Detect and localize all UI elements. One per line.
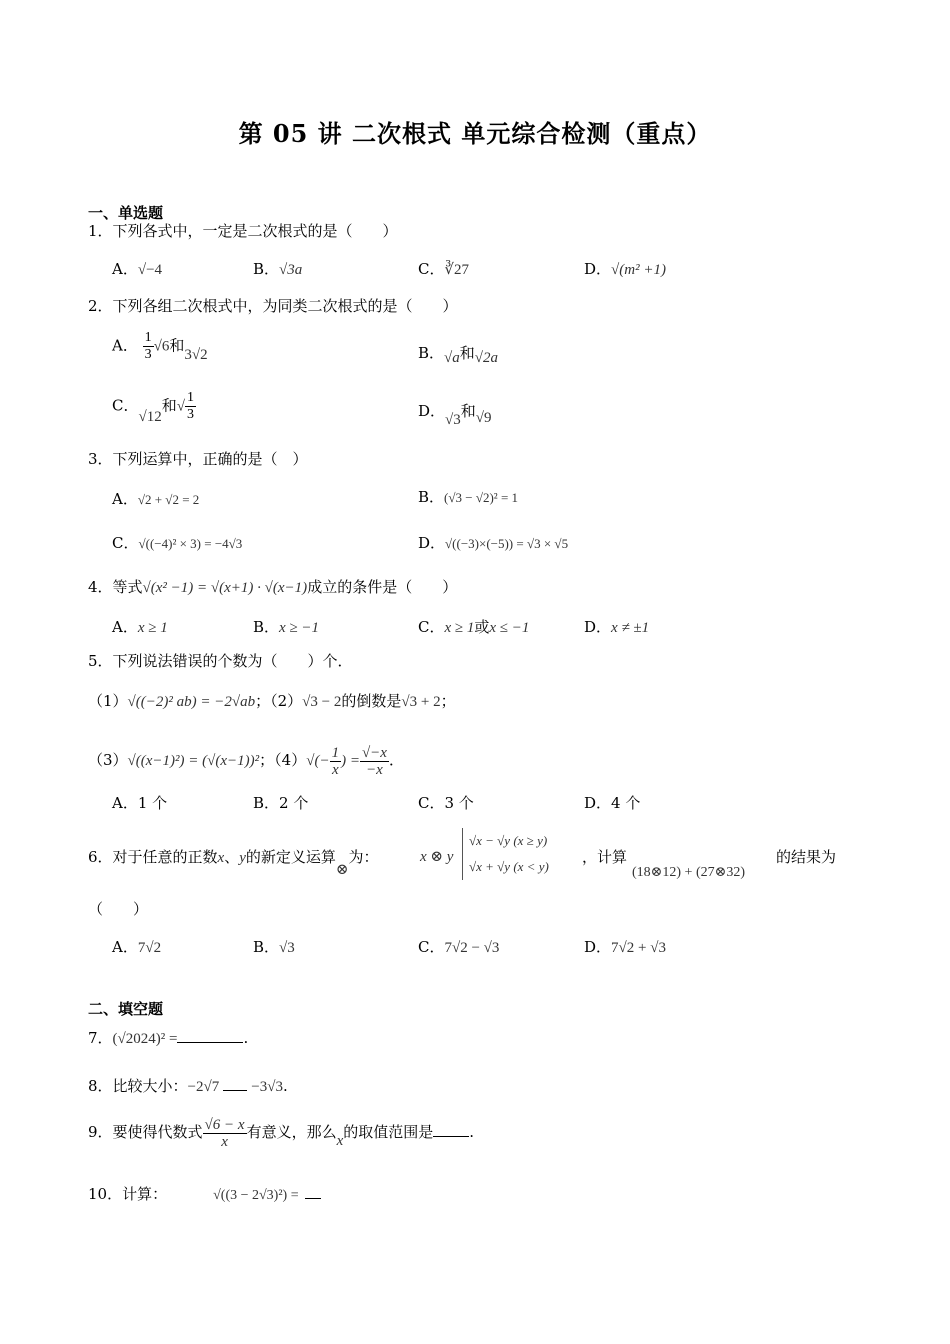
and-text: 和 — [161, 396, 177, 415]
option-label: A． — [112, 938, 138, 956]
option-math: √a — [444, 350, 460, 366]
option-math: x ≥ 1 — [444, 620, 475, 636]
answer-blank[interactable] — [223, 1074, 247, 1091]
q6-expression: (18⊗12) + (27⊗32) — [632, 865, 746, 880]
option-text: 3 个 — [444, 794, 474, 812]
option-label: D． — [584, 938, 612, 956]
sqrt-sign: √ — [176, 398, 185, 415]
q6-cases — [462, 828, 549, 880]
option-label: C． — [418, 618, 445, 636]
statement-2-math: √3 + 2 — [401, 694, 441, 710]
option-math: x ≥ −1 — [279, 620, 320, 636]
option-math: x ≥ 1 — [137, 620, 168, 636]
option-math: √−4 — [137, 262, 163, 278]
or-text: 或 — [474, 618, 490, 636]
q5-statements-3-4: （3）√((x−1)²) = (√(x−1))²；（4）√(− $\frac{1}{x}$ ) = $\frac{√-x}{-x}$ ． — [88, 744, 404, 778]
option-math: √(m² +1) — [611, 262, 666, 278]
option-label: C． — [418, 794, 445, 812]
q4-option-b[interactable] — [253, 616, 319, 639]
question-7: 7．(√2024)² = . — [88, 1026, 248, 1050]
option-label: C． — [418, 938, 445, 956]
question-4-stem — [88, 576, 457, 599]
q6-stem-continued: ，计算 — [582, 848, 628, 866]
q1-option-b[interactable] — [253, 258, 302, 281]
option-label: B． — [253, 260, 280, 278]
q3-option-d[interactable] — [418, 532, 568, 555]
q3-option-a[interactable] — [112, 488, 199, 511]
option-label: A． — [112, 260, 138, 278]
option-math: √3 — [445, 412, 461, 428]
question-2-stem: 2．下列各组二次根式中，为同类二次根式的是（ ） — [88, 297, 458, 315]
option-label: A． — [112, 794, 138, 812]
q2-option-b[interactable] — [418, 342, 498, 365]
option-math: √3a — [279, 262, 303, 278]
option-label: D． — [418, 402, 446, 420]
section-heading-fill-blank: 二、填空题 — [88, 1000, 164, 1018]
q6-stem-end: 的结果为 — [776, 848, 837, 866]
q6-paren: （ ） — [88, 900, 149, 918]
option-math: √3 — [279, 940, 295, 956]
q3-option-c[interactable] — [112, 532, 242, 555]
q2-option-a[interactable] — [112, 330, 208, 363]
option-math: √((−4)² × 3) = −4√3 — [138, 536, 243, 551]
page-title: 第 05 讲 二次根式 单元综合检测（重点） — [238, 119, 712, 148]
q4-option-a[interactable] — [112, 616, 168, 639]
option-label: A． — [112, 336, 138, 355]
question-1-stem: 1．下列各式中，一定是二次根式的是（ ） — [88, 222, 398, 240]
question-5-stem: 5．下列说法错误的个数为（ ）个． — [88, 652, 353, 670]
question-8: 8．比较大小：−2√7 −3√3. — [88, 1074, 288, 1098]
q1-option-d[interactable] — [584, 258, 666, 281]
option-label: D． — [584, 794, 612, 812]
option-label: B． — [418, 488, 445, 506]
stem-math: √(x² −1) = √(x+1) · √(x−1) — [142, 580, 308, 596]
question-6-stem: 6．对于任意的正数x、y的新定义运算⊗为： — [88, 848, 379, 878]
fraction: $\frac{1}{x}$ — [331, 744, 340, 778]
option-text: 1 个 — [137, 794, 168, 812]
option-label: C． — [112, 396, 139, 415]
and-text: 和 — [459, 344, 475, 362]
fraction: $\frac{1}{3}$ — [144, 330, 152, 362]
option-math: 7√2 — [137, 940, 162, 956]
option-math: 7√2 − √3 — [444, 940, 500, 956]
stem-text: 成立的条件是（ ） — [307, 578, 458, 596]
option-label: C． — [418, 260, 445, 278]
q2-option-d[interactable] — [418, 400, 492, 428]
option-text: 4 个 — [611, 794, 641, 812]
option-math: x ≠ ±1 — [611, 620, 650, 636]
option-label: C． — [112, 534, 139, 552]
option-text: 2 个 — [279, 794, 309, 812]
option-math: 3√2 — [184, 346, 208, 363]
q5-option-a[interactable] — [112, 792, 167, 814]
q10-math: √((3 − 2√3)²) = — [213, 1188, 299, 1203]
option-math: √((−3)×(−5)) = √3 × √5 — [445, 536, 569, 551]
q6-option-b[interactable] — [253, 936, 295, 959]
q6-definition — [420, 846, 453, 869]
option-label: B． — [253, 794, 280, 812]
option-label: A． — [112, 490, 138, 508]
option-label: B． — [418, 344, 445, 362]
answer-blank[interactable] — [177, 1026, 243, 1043]
q7-math: (√2024)² = — [112, 1031, 178, 1047]
section-heading-single-choice: 一、单选题 — [88, 204, 164, 222]
statement-1-math: √((−2)² ab) = −2√ab — [127, 694, 256, 710]
option-label: D． — [584, 260, 612, 278]
q8-lhs: −2√7 — [187, 1079, 220, 1095]
q6-option-c[interactable] — [418, 936, 499, 959]
q4-option-d[interactable] — [584, 616, 649, 639]
option-math: √2 + √2 = 2 — [137, 492, 200, 507]
and-text: 和 — [169, 336, 185, 355]
option-label: D． — [418, 534, 446, 552]
fraction: $\frac{1}{3}$ — [186, 390, 194, 422]
case-1: √x − √y (x ≥ y) — [469, 833, 548, 848]
q6-option-a[interactable] — [112, 936, 161, 959]
q8-rhs: −3√3 — [251, 1079, 283, 1095]
q5-option-c[interactable] — [418, 792, 474, 814]
q5-option-b[interactable] — [253, 792, 308, 814]
q3-option-b[interactable] — [418, 486, 518, 509]
case-2: √x + √y (x < y) — [469, 859, 549, 874]
stem-text: 4．等式 — [88, 578, 143, 596]
option-label: A． — [112, 618, 138, 636]
option-math: √2a — [474, 350, 499, 366]
option-label: B． — [253, 618, 280, 636]
statement-3-math: √((x−1)²) = (√(x−1))² — [127, 753, 260, 769]
option-math: √9 — [475, 410, 492, 426]
q5-option-d[interactable] — [584, 792, 640, 814]
option-math: 7√2 + √3 — [611, 940, 666, 956]
and-text: 和 — [460, 402, 476, 420]
q5-statements-1-2: （1）√((−2)² ab) = −2√ab；（2）√3 − 2的倒数是√3 + 2； — [88, 692, 456, 710]
answer-blank[interactable] — [305, 1182, 321, 1199]
statement-2-math: √3 − 2 — [302, 694, 342, 710]
q2-option-c[interactable] — [112, 390, 196, 423]
q6-option-d[interactable] — [584, 936, 666, 959]
option-math: √6 — [153, 338, 170, 355]
q1-option-c[interactable] — [418, 258, 469, 281]
option-math: x ≤ −1 — [489, 620, 530, 636]
question-3-stem: 3．下列运算中，正确的是（ ） — [88, 450, 308, 468]
fraction: $\frac{√6 - x}{x}$ — [204, 1116, 245, 1150]
answer-blank[interactable] — [433, 1120, 469, 1137]
question-9: 9．要使得代数式 $\frac{√6 - x}{x}$ 有意义，那么x的取值范围是 . — [88, 1116, 475, 1150]
q1-option-a[interactable] — [112, 258, 162, 281]
option-math: ∛27 — [444, 262, 470, 278]
question-10: 10．计算： √((3 − 2√3)²) = — [88, 1182, 321, 1207]
option-label: D． — [584, 618, 612, 636]
q4-option-c[interactable] — [418, 616, 529, 639]
option-math: √12 — [138, 408, 162, 425]
definition-lhs: x ⊗ y — [420, 849, 454, 865]
option-label: B． — [253, 938, 280, 956]
fraction: $\frac{√-x}{-x}$ — [361, 744, 387, 778]
option-math: (√3 − √2)² = 1 — [444, 490, 519, 505]
